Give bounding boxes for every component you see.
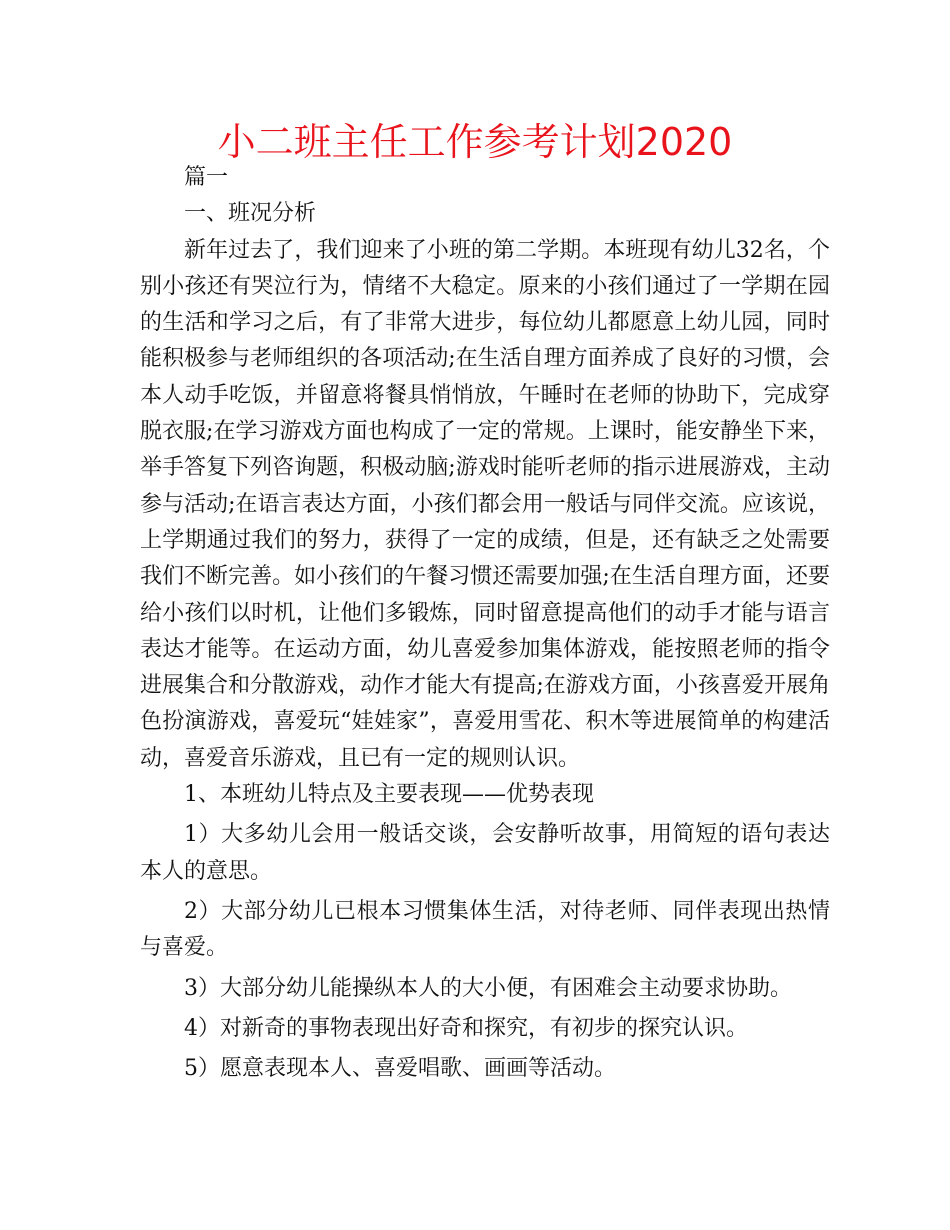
list-item: 3）大部分幼儿能操纵本人的大小便，有困难会主动要求协助。 (184, 975, 792, 1001)
section-heading: 一、班况分析 (184, 201, 317, 227)
document-body (140, 160, 830, 1087)
subsection-heading: 1、本班幼儿特点及主要表现——优势表现 (184, 782, 594, 808)
list-item: 2）大部分幼儿已根本习惯集体生活，对待老师、同伴表现出热情与喜爱。 (140, 898, 830, 961)
class-analysis-paragraph: 新年过去了，我们迎来了小班的第二学期。本班现有幼儿32名，个别小孩还有哭泣行为，情绪不大稳定。原来的小孩们通过了一学期在园的生活和学习之后，有了非常大进步，每位幼儿都愿意上幼儿园，同时能积极参与老师组织的各项活动;在生活自理方面养成了良好的习惯，会本人动手吃饭，并留意将餐具悄悄放，午睡时在老师的协助下，完成穿脱衣服;在学习游戏方面也构成了一定的常规。上课时，能安静坐下来，举手答复下列咨询题，积极动脑;游戏时能听老师的指示进展游戏，主动参与活动;在语言表达方面，小孩们都会用一般话与同伴交流。应该说，上学期通过我们的努力，获得了一定的成绩，但是，还有缺乏之处需要我们不断完善。如小孩们的午餐习惯还需要加强;在生活自理方面，还要给小孩们以时机，让他们多锻炼，同时留意提高他们的动手才能与语言表达才能等。在运动方面，幼儿喜爱参加集体游戏，能按照老师的指令进展集合和分散游戏，动作才能大有提高;在游戏方面，小孩喜爱开展角色扮演游戏，喜爱玩“娃娃家”，喜爱用雪花、积木等进展简单的构建活动，喜爱音乐游戏，且已有一定的规则认识。 (140, 237, 830, 771)
section-label: 篇一 (184, 165, 229, 190)
document-title: 小二班主任工作参考计划2020 (217, 120, 733, 164)
list-item: 4）对新奇的事物表现出好奇和探究，有初步的探究认识。 (184, 1015, 748, 1041)
list-item: 5）愿意表现本人、喜爱唱歌、画画等活动。 (184, 1056, 616, 1082)
list-item: 1）大多幼儿会用一般话交谈，会安静听故事，用简短的语句表达本人的意思。 (140, 822, 830, 884)
